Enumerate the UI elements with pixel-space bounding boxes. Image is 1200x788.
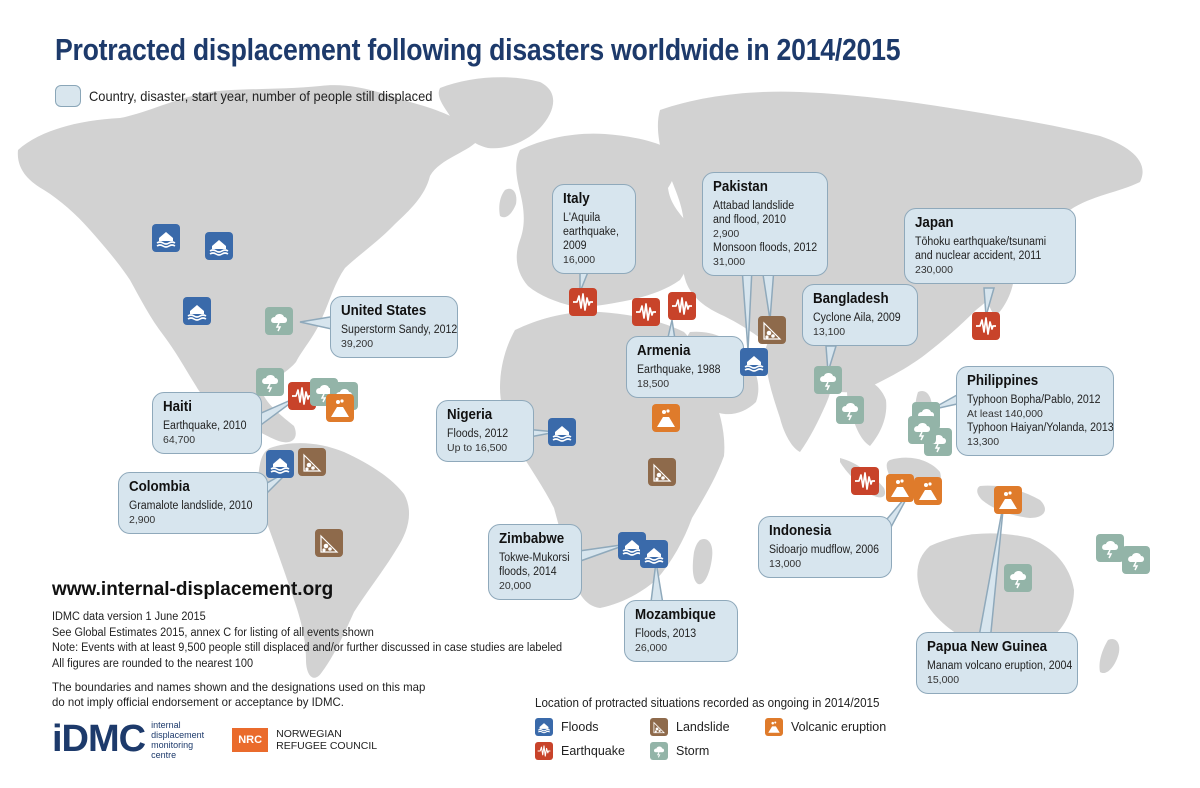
event-line: 2009 bbox=[563, 240, 587, 252]
storm-icon[interactable] bbox=[1004, 564, 1032, 592]
new-zealand bbox=[1099, 639, 1119, 673]
earthquake-icon[interactable] bbox=[851, 467, 879, 495]
event-line: Monsoon floods, 2012 bbox=[713, 242, 818, 254]
displaced-number: 230,000 bbox=[915, 264, 953, 276]
callout-colombia bbox=[118, 472, 268, 534]
flood-icon bbox=[535, 718, 553, 736]
callout-italy bbox=[552, 184, 636, 274]
event-line: Tōhoku earthquake/tsunami bbox=[915, 236, 1047, 248]
callout-indonesia bbox=[758, 516, 892, 578]
legend-item-storm bbox=[650, 742, 709, 760]
notes bbox=[52, 610, 562, 672]
callout-japan bbox=[904, 208, 1076, 284]
legend-callout-key bbox=[55, 85, 462, 107]
flood-icon[interactable] bbox=[183, 297, 211, 325]
idmc-sub-line: centre bbox=[151, 749, 177, 760]
volcano-icon[interactable] bbox=[652, 404, 680, 432]
event-line: Floods, 2012 bbox=[447, 428, 509, 440]
event-line: Floods, 2013 bbox=[635, 628, 697, 640]
displaced-number: 20,000 bbox=[499, 580, 532, 592]
idmc-fullname bbox=[151, 720, 204, 760]
country-name: Zimbabwe bbox=[499, 531, 565, 547]
nrc-line: NORWEGIAN bbox=[276, 727, 342, 740]
country-name: Japan bbox=[915, 215, 954, 231]
displaced-number: 18,500 bbox=[637, 378, 670, 390]
event-line: Typhoon Bopha/Pablo, 2012 bbox=[967, 394, 1101, 406]
landslide-icon[interactable] bbox=[758, 316, 786, 344]
nrc-line: REFUGEE COUNCIL bbox=[276, 739, 378, 752]
uk bbox=[499, 189, 516, 217]
nrc-logo bbox=[232, 728, 377, 752]
country-name: Nigeria bbox=[447, 407, 493, 423]
event-line: Typhoon Haiyan/Yolanda, 2013 bbox=[967, 422, 1114, 434]
earthquake-icon[interactable] bbox=[668, 292, 696, 320]
country-name: United States bbox=[341, 303, 427, 319]
earthquake-icon bbox=[535, 742, 553, 760]
event-line: L'Aquila bbox=[563, 212, 601, 224]
event-line: and nuclear accident, 2011 bbox=[915, 250, 1042, 262]
india bbox=[765, 338, 833, 452]
displaced-number: 31,000 bbox=[713, 256, 746, 268]
country-name: Papua New Guinea bbox=[927, 639, 1048, 655]
disclaimer-line: do not imply official endorsement or acceptance by IDMC. bbox=[52, 695, 344, 709]
hazard-legend bbox=[535, 696, 905, 710]
storm-icon[interactable] bbox=[836, 396, 864, 424]
flood-icon[interactable] bbox=[266, 450, 294, 478]
note-line: All figures are rounded to the nearest 100 bbox=[52, 657, 254, 670]
legend-label: Volcanic eruption bbox=[791, 720, 887, 734]
volcano-icon[interactable] bbox=[994, 486, 1022, 514]
displaced-number: At least 140,000 bbox=[967, 408, 1043, 420]
earthquake-icon[interactable] bbox=[972, 312, 1000, 340]
displaced-number: 13,000 bbox=[769, 558, 802, 570]
callout-haiti bbox=[152, 392, 262, 454]
volcano-icon[interactable] bbox=[886, 474, 914, 502]
nrc-badge: NRC bbox=[232, 728, 268, 752]
event-line: Superstorm Sandy, 2012 bbox=[341, 324, 458, 336]
event-line: Cyclone Aila, 2009 bbox=[813, 312, 901, 324]
storm-icon[interactable] bbox=[814, 366, 842, 394]
country-name: Armenia bbox=[637, 343, 691, 359]
earthquake-icon[interactable] bbox=[632, 298, 660, 326]
storm-icon[interactable] bbox=[265, 307, 293, 335]
note-line: See Global Estimates 2015, annex C for listing of all events shown bbox=[52, 626, 374, 639]
landslide-icon[interactable] bbox=[298, 448, 326, 476]
callout-bangladesh bbox=[802, 284, 918, 346]
displaced-number: 2,900 bbox=[129, 514, 156, 526]
country-name: Mozambique bbox=[635, 607, 716, 623]
legend-label: Earthquake bbox=[561, 744, 625, 758]
legend-label: Floods bbox=[561, 720, 599, 734]
flood-icon[interactable] bbox=[640, 540, 668, 568]
event-line: floods, 2014 bbox=[499, 566, 557, 578]
idmc-logo bbox=[52, 718, 204, 761]
legend-callout-text: Country, disaster, start year, number of people still displaced bbox=[89, 88, 433, 104]
event-line: Gramalote landslide, 2010 bbox=[129, 500, 253, 512]
hazard-legend-title: Location of protracted situations recorded as ongoing in 2014/2015 bbox=[535, 696, 880, 710]
displaced-number: 13,300 bbox=[967, 436, 1000, 448]
event-line: Earthquake, 2010 bbox=[163, 420, 247, 432]
event-line: Manam volcano eruption, 2004 bbox=[927, 660, 1073, 672]
nrc-fullname bbox=[276, 728, 377, 752]
legend-item-floods bbox=[535, 718, 599, 736]
storm-icon[interactable] bbox=[1096, 534, 1124, 562]
idmc-sub-line: monitoring bbox=[151, 739, 194, 750]
flood-icon[interactable] bbox=[152, 224, 180, 252]
country-name: Italy bbox=[563, 191, 590, 207]
event-line: Earthquake, 1988 bbox=[637, 364, 721, 376]
event-line: and flood, 2010 bbox=[713, 214, 786, 226]
landslide-icon[interactable] bbox=[648, 458, 676, 486]
volcano-icon[interactable] bbox=[326, 394, 354, 422]
storm-icon[interactable] bbox=[256, 368, 284, 396]
storm-icon[interactable] bbox=[908, 416, 936, 444]
legend-label: Landslide bbox=[676, 720, 730, 734]
legend-item-earthquake bbox=[535, 742, 625, 760]
displaced-number: 26,000 bbox=[635, 642, 668, 654]
country-name: Bangladesh bbox=[813, 291, 889, 307]
storm-icon[interactable] bbox=[1122, 546, 1150, 574]
north-america bbox=[18, 85, 480, 442]
volcano-icon[interactable] bbox=[914, 477, 942, 505]
displaced-number: Up to 16,500 bbox=[447, 442, 508, 454]
event-line: Tokwe-Mukorsi bbox=[499, 552, 570, 564]
disclaimer-line: The boundaries and names shown and the designations used on this map bbox=[52, 680, 426, 694]
callout-united-states bbox=[330, 296, 458, 358]
event-line: Attabad landslide bbox=[713, 200, 795, 212]
callout-armenia bbox=[626, 336, 744, 398]
displaced-number: 15,000 bbox=[927, 674, 960, 686]
page-title: Protracted displacement following disasters worldwide in 2014/2015 bbox=[55, 32, 901, 67]
country-name: Pakistan bbox=[713, 179, 768, 195]
displaced-number: 64,700 bbox=[163, 434, 196, 446]
legend-item-landslide bbox=[650, 718, 730, 736]
disclaimer bbox=[52, 680, 425, 710]
country-name: Indonesia bbox=[769, 523, 832, 539]
earthquake-icon[interactable] bbox=[569, 288, 597, 316]
idmc-sub-line: displacement bbox=[151, 729, 205, 740]
displaced-number: 16,000 bbox=[563, 254, 596, 266]
callout-zimbabwe bbox=[488, 524, 582, 600]
landslide-icon[interactable] bbox=[315, 529, 343, 557]
country-name: Haiti bbox=[163, 399, 192, 415]
displaced-number: 13,100 bbox=[813, 326, 846, 338]
event-line: earthquake, bbox=[563, 226, 619, 238]
website-url[interactable]: www.internal-displacement.org bbox=[52, 579, 334, 600]
legend-item-volcanic bbox=[765, 718, 886, 736]
event-line: Sidoarjo mudflow, 2006 bbox=[769, 544, 879, 556]
storm-icon bbox=[650, 742, 668, 760]
idmc-wordmark: iDMC bbox=[52, 718, 146, 760]
country-name: Colombia bbox=[129, 479, 190, 495]
displaced-number: 2,900 bbox=[713, 228, 740, 240]
note-line: IDMC data version 1 June 2015 bbox=[52, 611, 206, 623]
note-line: Note: Events with at least 9,500 people still displaced and/or further discussed in case studies are labeled bbox=[52, 642, 563, 655]
legend-label: Storm bbox=[676, 744, 710, 758]
callout-pakistan bbox=[702, 172, 828, 276]
landslide-icon bbox=[650, 718, 668, 736]
callout-mozambique bbox=[624, 600, 738, 662]
logos bbox=[52, 718, 377, 761]
callout-philippines bbox=[956, 366, 1114, 456]
flood-icon[interactable] bbox=[548, 418, 576, 446]
displaced-number: 39,200 bbox=[341, 338, 374, 350]
volcano-icon bbox=[765, 718, 783, 736]
callout-nigeria bbox=[436, 400, 534, 462]
idmc-sub-line: internal bbox=[151, 719, 181, 730]
callout-swatch bbox=[55, 85, 81, 107]
flood-icon[interactable] bbox=[740, 348, 768, 376]
madagascar bbox=[693, 539, 713, 584]
callout-papua-new-guinea bbox=[916, 632, 1078, 694]
country-name: Philippines bbox=[967, 373, 1039, 389]
flood-icon[interactable] bbox=[205, 232, 233, 260]
